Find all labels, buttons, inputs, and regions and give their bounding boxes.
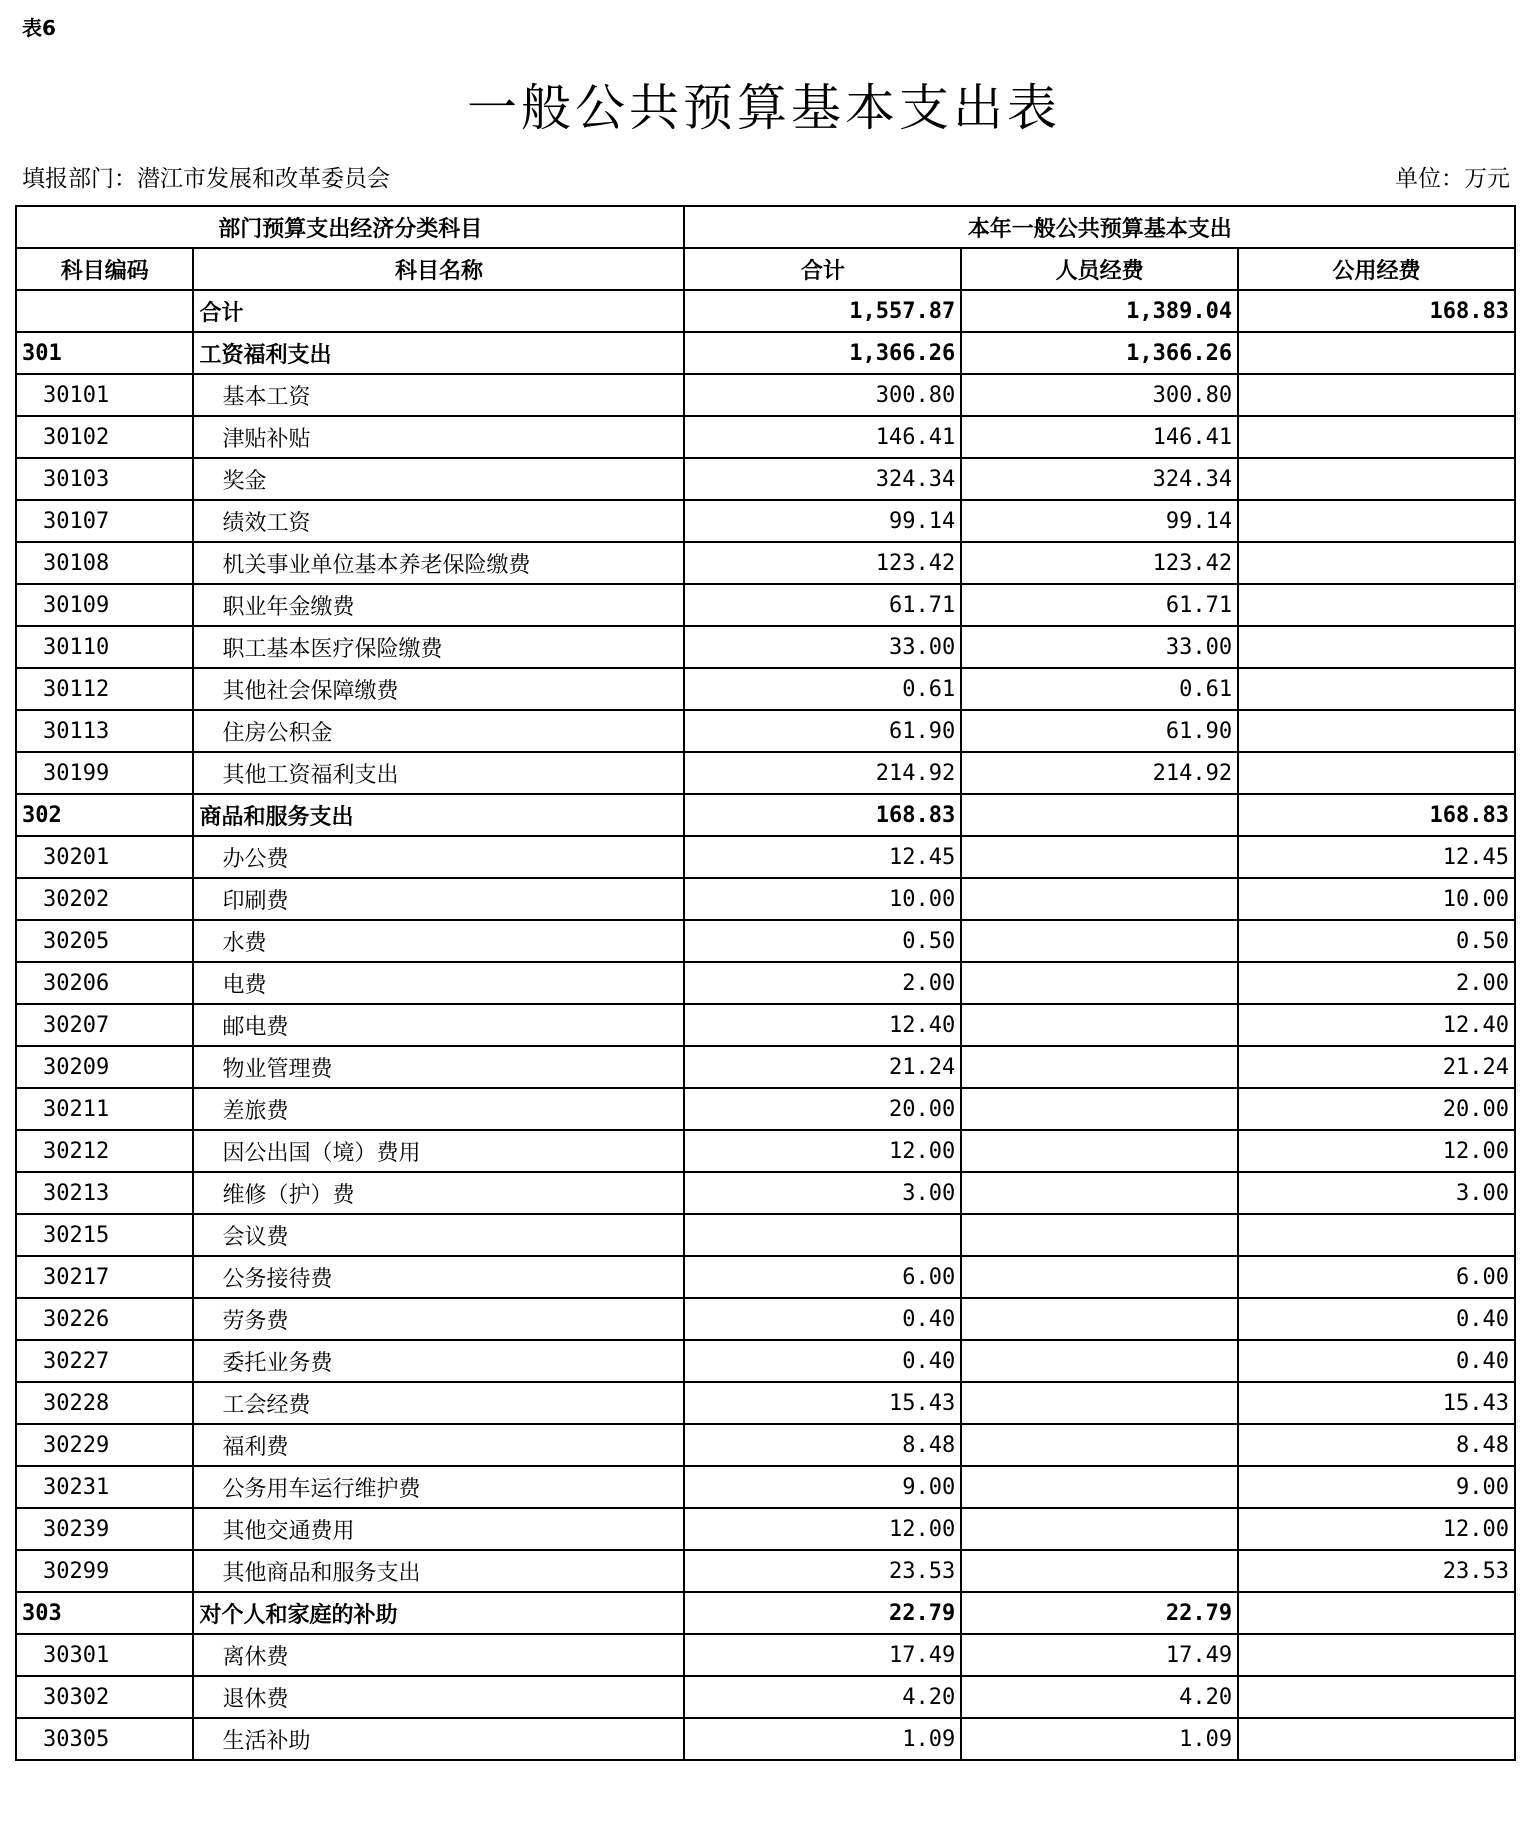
cell-name: 水费 <box>193 920 684 962</box>
cell-personnel: 300.80 <box>961 374 1238 416</box>
table-row <box>16 1004 1515 1046</box>
table-row <box>16 1550 1515 1592</box>
table-row <box>16 458 1515 500</box>
cell-personnel <box>961 920 1238 962</box>
cell-public: 12.40 <box>1238 1004 1515 1046</box>
cell-code: 30102 <box>16 416 193 458</box>
cell-public: 0.40 <box>1238 1298 1515 1340</box>
cell-total: 20.00 <box>684 1088 961 1130</box>
cell-personnel <box>961 1340 1238 1382</box>
cell-personnel <box>961 1550 1238 1592</box>
cell-public: 12.45 <box>1238 836 1515 878</box>
cell-total: 0.61 <box>684 668 961 710</box>
cell-total: 0.40 <box>684 1340 961 1382</box>
cell-total: 123.42 <box>684 542 961 584</box>
cell-code: 30302 <box>16 1676 193 1718</box>
table-row <box>16 332 1515 374</box>
cell-personnel <box>961 1004 1238 1046</box>
cell-total: 1.09 <box>684 1718 961 1760</box>
cell-code: 30113 <box>16 710 193 752</box>
table-row <box>16 1634 1515 1676</box>
cell-public: 0.40 <box>1238 1340 1515 1382</box>
cell-code: 30201 <box>16 836 193 878</box>
cell-code: 302 <box>16 794 193 836</box>
cell-public <box>1238 626 1515 668</box>
cell-personnel: 61.90 <box>961 710 1238 752</box>
cell-public: 21.24 <box>1238 1046 1515 1088</box>
cell-public <box>1238 668 1515 710</box>
cell-public <box>1238 374 1515 416</box>
cell-personnel: 17.49 <box>961 1634 1238 1676</box>
cell-public: 10.00 <box>1238 878 1515 920</box>
cell-total: 12.40 <box>684 1004 961 1046</box>
cell-total: 0.40 <box>684 1298 961 1340</box>
cell-personnel <box>961 1382 1238 1424</box>
cell-name: 工会经费 <box>193 1382 684 1424</box>
cell-personnel <box>961 878 1238 920</box>
header-group-row <box>16 206 1515 248</box>
cell-code: 30112 <box>16 668 193 710</box>
table-row <box>16 752 1515 794</box>
table-row <box>16 1088 1515 1130</box>
cell-personnel <box>961 794 1238 836</box>
table-row <box>16 962 1515 1004</box>
header-group-left: 部门预算支出经济分类科目 <box>16 206 684 248</box>
cell-name: 因公出国（境）费用 <box>193 1130 684 1172</box>
cell-name: 差旅费 <box>193 1088 684 1130</box>
table-row <box>16 836 1515 878</box>
table-row <box>16 584 1515 626</box>
cell-code: 30107 <box>16 500 193 542</box>
cell-name: 印刷费 <box>193 878 684 920</box>
cell-name: 绩效工资 <box>193 500 684 542</box>
cell-personnel <box>961 1508 1238 1550</box>
table-row <box>16 1298 1515 1340</box>
cell-total: 3.00 <box>684 1172 961 1214</box>
cell-total: 8.48 <box>684 1424 961 1466</box>
table-row <box>16 668 1515 710</box>
table-row <box>16 1130 1515 1172</box>
table-row <box>16 1256 1515 1298</box>
cell-name: 职工基本医疗保险缴费 <box>193 626 684 668</box>
cell-personnel: 0.61 <box>961 668 1238 710</box>
cell-public: 2.00 <box>1238 962 1515 1004</box>
cell-public <box>1238 1718 1515 1760</box>
cell-personnel <box>961 836 1238 878</box>
cell-personnel <box>961 962 1238 1004</box>
cell-public <box>1238 332 1515 374</box>
cell-public <box>1238 1676 1515 1718</box>
cell-code: 30209 <box>16 1046 193 1088</box>
cell-name: 劳务费 <box>193 1298 684 1340</box>
cell-name: 委托业务费 <box>193 1340 684 1382</box>
header-public: 公用经费 <box>1238 248 1515 290</box>
table-row <box>16 1718 1515 1760</box>
cell-public: 23.53 <box>1238 1550 1515 1592</box>
cell-code: 30202 <box>16 878 193 920</box>
cell-personnel: 4.20 <box>961 1676 1238 1718</box>
cell-total: 324.34 <box>684 458 961 500</box>
table-row <box>16 1466 1515 1508</box>
cell-public: 12.00 <box>1238 1508 1515 1550</box>
cell-code: 30206 <box>16 962 193 1004</box>
table-row <box>16 710 1515 752</box>
cell-code: 30229 <box>16 1424 193 1466</box>
table-row <box>16 1340 1515 1382</box>
cell-code: 30239 <box>16 1508 193 1550</box>
cell-personnel: 1.09 <box>961 1718 1238 1760</box>
cell-personnel: 324.34 <box>961 458 1238 500</box>
table-row <box>16 416 1515 458</box>
unit-label: 单位：万元 <box>1395 166 1510 192</box>
cell-total: 10.00 <box>684 878 961 920</box>
cell-code: 30301 <box>16 1634 193 1676</box>
table-row <box>16 1424 1515 1466</box>
table-row <box>16 1676 1515 1718</box>
cell-public <box>1238 500 1515 542</box>
cell-code: 30228 <box>16 1382 193 1424</box>
cell-code: 30217 <box>16 1256 193 1298</box>
cell-code: 30231 <box>16 1466 193 1508</box>
cell-personnel <box>961 1046 1238 1088</box>
cell-name: 奖金 <box>193 458 684 500</box>
header-name: 科目名称 <box>193 248 684 290</box>
cell-code: 30207 <box>16 1004 193 1046</box>
cell-public <box>1238 458 1515 500</box>
cell-total: 12.00 <box>684 1508 961 1550</box>
cell-total: 9.00 <box>684 1466 961 1508</box>
page-title: 一般公共预算基本支出表 <box>467 79 1061 137</box>
cell-public: 8.48 <box>1238 1424 1515 1466</box>
cell-personnel <box>961 1088 1238 1130</box>
cell-total: 168.83 <box>684 794 961 836</box>
cell-personnel: 146.41 <box>961 416 1238 458</box>
cell-total: 22.79 <box>684 1592 961 1634</box>
cell-public <box>1238 1214 1515 1256</box>
cell-code <box>16 290 193 332</box>
cell-public: 15.43 <box>1238 1382 1515 1424</box>
cell-personnel: 99.14 <box>961 500 1238 542</box>
cell-name: 公务用车运行维护费 <box>193 1466 684 1508</box>
cell-name: 其他社会保障缴费 <box>193 668 684 710</box>
cell-public: 20.00 <box>1238 1088 1515 1130</box>
cell-code: 30101 <box>16 374 193 416</box>
cell-name: 办公费 <box>193 836 684 878</box>
cell-personnel <box>961 1172 1238 1214</box>
cell-personnel: 123.42 <box>961 542 1238 584</box>
cell-total: 146.41 <box>684 416 961 458</box>
cell-name: 福利费 <box>193 1424 684 1466</box>
cell-name: 住房公积金 <box>193 710 684 752</box>
cell-total: 214.92 <box>684 752 961 794</box>
table-row <box>16 1172 1515 1214</box>
cell-name: 工资福利支出 <box>193 332 684 374</box>
cell-public <box>1238 584 1515 626</box>
cell-public <box>1238 542 1515 584</box>
cell-total: 12.00 <box>684 1130 961 1172</box>
cell-total: 0.50 <box>684 920 961 962</box>
cell-public: 3.00 <box>1238 1172 1515 1214</box>
cell-name: 其他商品和服务支出 <box>193 1550 684 1592</box>
cell-code: 30215 <box>16 1214 193 1256</box>
cell-code: 30103 <box>16 458 193 500</box>
cell-name: 生活补助 <box>193 1718 684 1760</box>
cell-name: 维修（护）费 <box>193 1172 684 1214</box>
cell-public: 168.83 <box>1238 794 1515 836</box>
cell-code: 30212 <box>16 1130 193 1172</box>
cell-total: 300.80 <box>684 374 961 416</box>
cell-code: 30299 <box>16 1550 193 1592</box>
cell-code: 30108 <box>16 542 193 584</box>
cell-total <box>684 1214 961 1256</box>
cell-total: 12.45 <box>684 836 961 878</box>
cell-code: 30213 <box>16 1172 193 1214</box>
cell-total: 15.43 <box>684 1382 961 1424</box>
cell-total: 99.14 <box>684 500 961 542</box>
table-row <box>16 626 1515 668</box>
cell-personnel: 22.79 <box>961 1592 1238 1634</box>
cell-public <box>1238 1592 1515 1634</box>
header-total: 合计 <box>684 248 961 290</box>
table-row <box>16 542 1515 584</box>
cell-public: 9.00 <box>1238 1466 1515 1508</box>
cell-code: 30226 <box>16 1298 193 1340</box>
cell-name: 对个人和家庭的补助 <box>193 1592 684 1634</box>
cell-name: 基本工资 <box>193 374 684 416</box>
cell-public: 6.00 <box>1238 1256 1515 1298</box>
cell-name: 机关事业单位基本养老保险缴费 <box>193 542 684 584</box>
cell-personnel <box>961 1256 1238 1298</box>
cell-public <box>1238 752 1515 794</box>
cell-name: 物业管理费 <box>193 1046 684 1088</box>
cell-code: 30305 <box>16 1718 193 1760</box>
table-row <box>16 374 1515 416</box>
cell-name: 邮电费 <box>193 1004 684 1046</box>
cell-personnel <box>961 1466 1238 1508</box>
cell-code: 30110 <box>16 626 193 668</box>
table-row <box>16 920 1515 962</box>
table-row <box>16 878 1515 920</box>
header-code: 科目编码 <box>16 248 193 290</box>
cell-code: 30211 <box>16 1088 193 1130</box>
cell-total: 1,557.87 <box>684 290 961 332</box>
table-row <box>16 500 1515 542</box>
table-row <box>16 1508 1515 1550</box>
cell-total: 21.24 <box>684 1046 961 1088</box>
cell-total: 6.00 <box>684 1256 961 1298</box>
cell-code: 30227 <box>16 1340 193 1382</box>
cell-name: 退休费 <box>193 1676 684 1718</box>
cell-personnel: 214.92 <box>961 752 1238 794</box>
cell-code: 30205 <box>16 920 193 962</box>
cell-personnel <box>961 1214 1238 1256</box>
cell-public: 0.50 <box>1238 920 1515 962</box>
cell-name: 离休费 <box>193 1634 684 1676</box>
cell-personnel <box>961 1424 1238 1466</box>
cell-public: 12.00 <box>1238 1130 1515 1172</box>
cell-personnel <box>961 1130 1238 1172</box>
header-group-right: 本年一般公共预算基本支出 <box>684 206 1515 248</box>
cell-name: 电费 <box>193 962 684 1004</box>
cell-total: 17.49 <box>684 1634 961 1676</box>
cell-total: 61.71 <box>684 584 961 626</box>
cell-total: 4.20 <box>684 1676 961 1718</box>
cell-code: 30199 <box>16 752 193 794</box>
cell-personnel: 61.71 <box>961 584 1238 626</box>
cell-code: 301 <box>16 332 193 374</box>
cell-public <box>1238 710 1515 752</box>
cell-code: 303 <box>16 1592 193 1634</box>
cell-name: 会议费 <box>193 1214 684 1256</box>
cell-code: 30109 <box>16 584 193 626</box>
cell-name: 商品和服务支出 <box>193 794 684 836</box>
department-label: 填报部门：潜江市发展和改革委员会 <box>22 166 390 192</box>
cell-name: 其他工资福利支出 <box>193 752 684 794</box>
cell-public <box>1238 1634 1515 1676</box>
cell-personnel: 1,366.26 <box>961 332 1238 374</box>
header-column-row <box>16 248 1515 290</box>
cell-public: 168.83 <box>1238 290 1515 332</box>
cell-name: 职业年金缴费 <box>193 584 684 626</box>
cell-personnel: 33.00 <box>961 626 1238 668</box>
header-personnel: 人员经费 <box>961 248 1238 290</box>
table-row <box>16 290 1515 332</box>
table-row <box>16 1382 1515 1424</box>
cell-total: 1,366.26 <box>684 332 961 374</box>
table-row <box>16 1214 1515 1256</box>
cell-total: 23.53 <box>684 1550 961 1592</box>
cell-total: 2.00 <box>684 962 961 1004</box>
cell-personnel: 1,389.04 <box>961 290 1238 332</box>
cell-name: 公务接待费 <box>193 1256 684 1298</box>
table-row <box>16 794 1515 836</box>
cell-name: 其他交通费用 <box>193 1508 684 1550</box>
cell-name: 津贴补贴 <box>193 416 684 458</box>
budget-table <box>15 205 1516 1761</box>
cell-public <box>1238 416 1515 458</box>
cell-name: 合计 <box>193 290 684 332</box>
cell-total: 61.90 <box>684 710 961 752</box>
table-row <box>16 1046 1515 1088</box>
table-row <box>16 1592 1515 1634</box>
table-tag: 表6 <box>22 16 56 40</box>
cell-total: 33.00 <box>684 626 961 668</box>
cell-personnel <box>961 1298 1238 1340</box>
